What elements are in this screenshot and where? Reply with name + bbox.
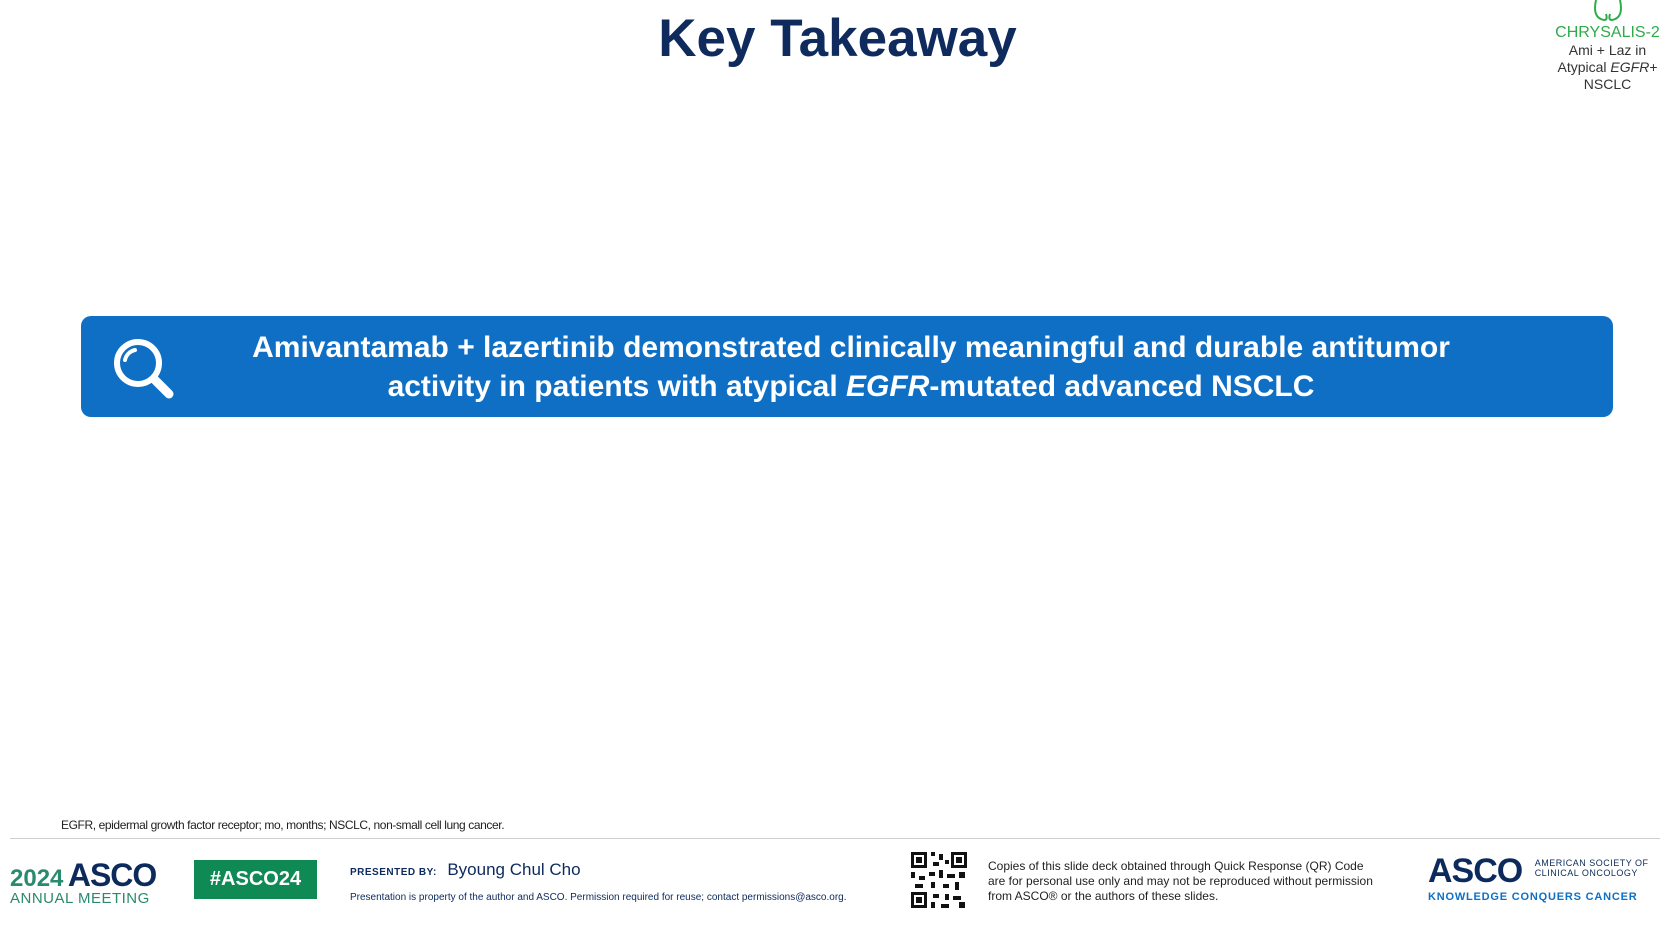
study-line2: Atypical EGFR+ — [1557, 59, 1658, 75]
asco-org-logo — [1428, 852, 1668, 903]
org-society: AMERICAN SOCIETY OF CLINICAL ONCOLOGY — [1534, 858, 1649, 878]
butterfly-icon — [1578, 0, 1638, 22]
banner-line1: Amivantamab + lazertinib demonstrated clinically meaningful and durable antitumor — [252, 331, 1450, 364]
hashtag-badge: #ASCO24 — [194, 860, 317, 899]
presenter-name: Byoung Chul Cho — [447, 860, 581, 879]
presented-label: PRESENTED BY: — [350, 867, 437, 878]
study-name: CHRYSALIS-2 — [1555, 24, 1660, 41]
meeting-sub: ANNUAL MEETING — [10, 890, 150, 907]
study-tag — [1540, 0, 1675, 93]
magnifier-icon — [109, 334, 179, 404]
footer-divider — [10, 838, 1660, 839]
slide-title: Key Takeaway — [658, 9, 1017, 68]
meeting-asco: ASCO — [67, 857, 157, 893]
presented-by — [350, 860, 847, 903]
study-line1: Ami + Laz in — [1568, 42, 1647, 58]
property-note: Presentation is property of the author and ASCO. Permission required for reuse; contact permissions@asco.org. — [350, 892, 847, 903]
abbreviations-footnote: EGFR, epidermal growth factor receptor; mo, months; NSCLC, non-small cell lung cancer. — [61, 818, 505, 832]
copies-note: Copies of this slide deck obtained through Quick Response (QR) Code are for personal use only and may not be reproduced without permission from ASCO® or the authors of these slides. — [988, 859, 1373, 903]
key-takeaway-banner — [81, 316, 1613, 417]
study-line3: NSCLC — [1583, 76, 1632, 92]
banner-line2: activity in patients with atypical EGFR-mutated advanced NSCLC — [387, 370, 1315, 403]
banner-text — [201, 328, 1501, 406]
org-tagline: KNOWLEDGE CONQUERS CANCER — [1428, 891, 1638, 903]
meeting-year: 2024 — [10, 865, 64, 892]
qr-code-icon — [909, 850, 969, 910]
org-asco: ASCO — [1428, 852, 1523, 890]
meeting-logo — [10, 857, 170, 907]
